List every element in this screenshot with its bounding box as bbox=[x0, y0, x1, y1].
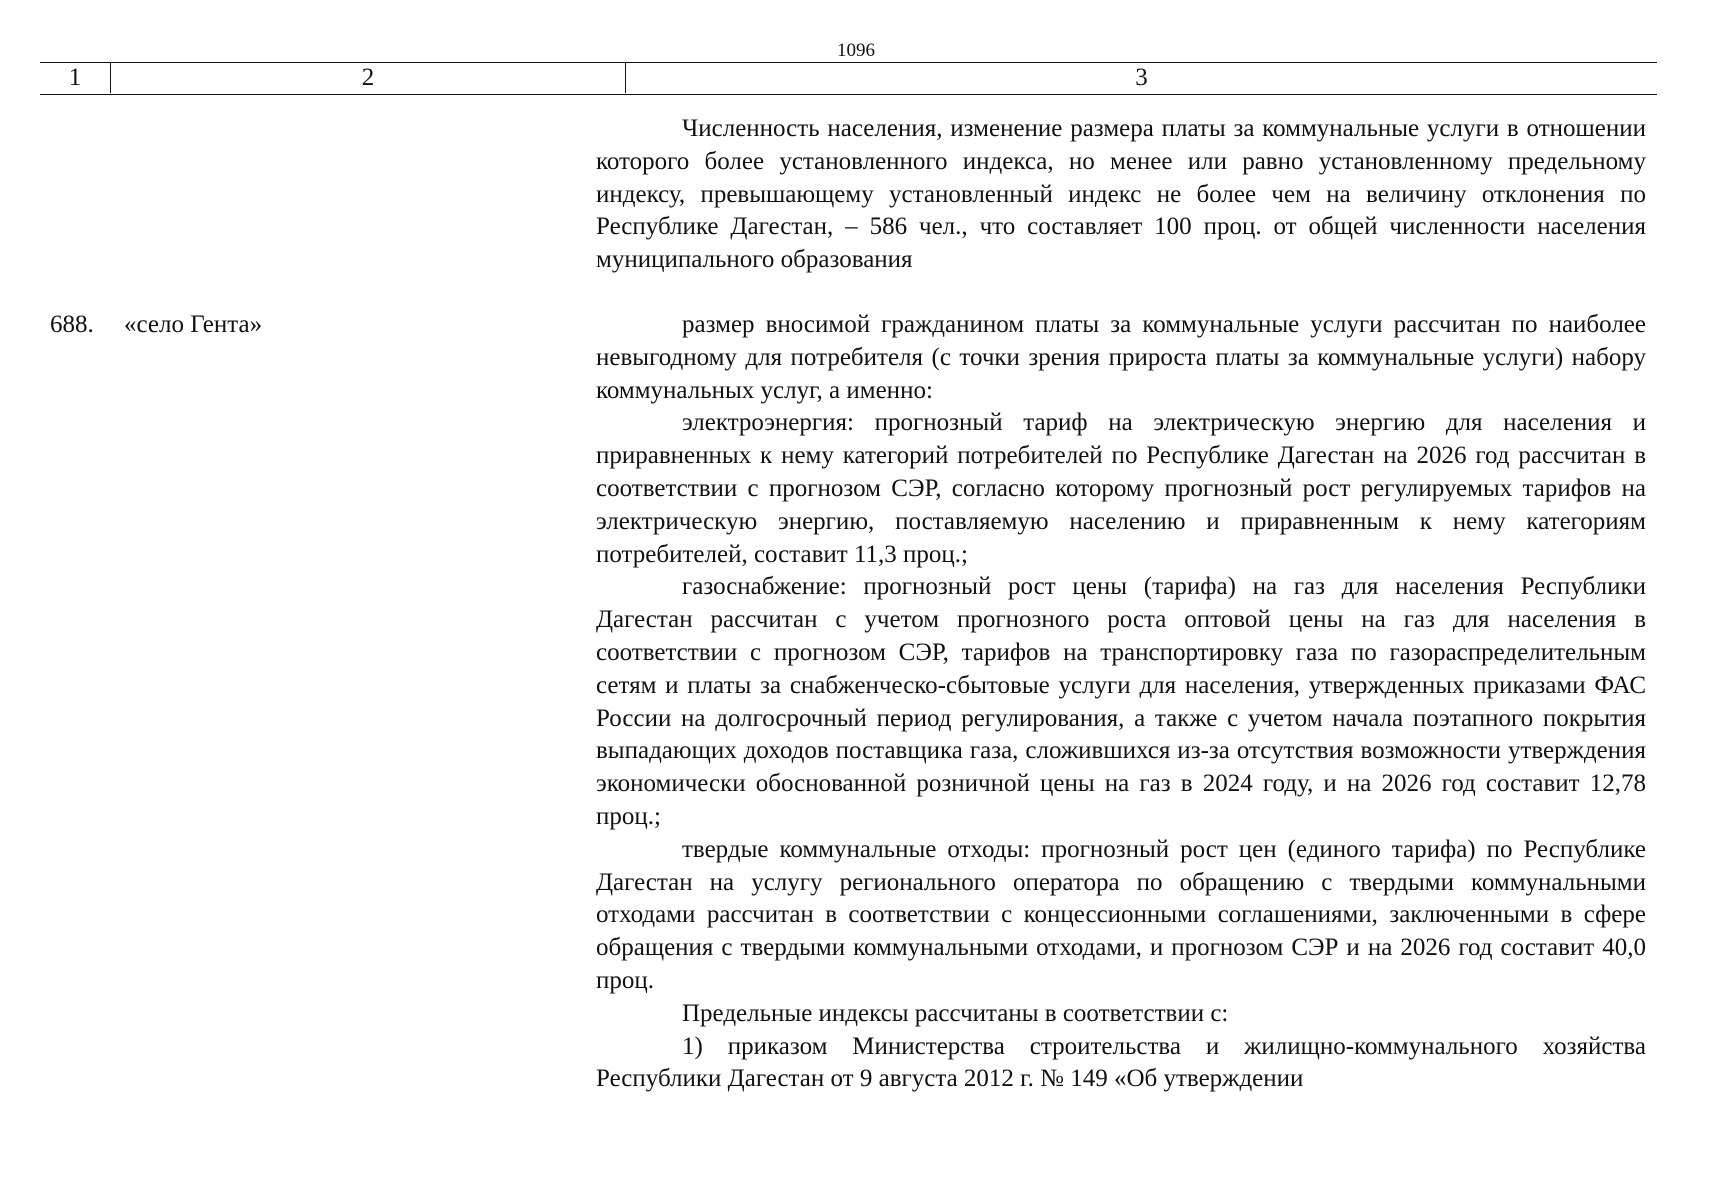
paragraph-solid-waste: твердые коммунальные отходы: прогнозный рост цен (единого тарифа) по Республике Дагестан на услугу регионального оператора по обращению с твердыми коммунальными отходами рассчитан в соответствии с концессионными соглашениями, заключенными в сфере обращения с твердыми коммунальными отходами, и прогнозом СЭР и на 2026 год составит 40,0 проц. bbox=[596, 835, 1646, 994]
intro-paragraph: Численность населения, изменение размера платы за коммунальные услуги в отношении которого более установленного индекса, но менее или равно установленному предельному индексу, превышающему установленный индекс не более чем на величину отклонения по Республике Дагестан, – 586 чел., что составляет 100 проц. от общей численности населения муниципального образования bbox=[596, 115, 1646, 274]
header-col-2: 2 bbox=[110, 63, 625, 93]
municipality-name: «село Гента» bbox=[124, 311, 263, 338]
page-number: 1096 bbox=[837, 40, 875, 61]
header-col-3: 3 bbox=[625, 63, 1657, 93]
paragraph-gas: газоснабжение: прогнозный рост цены (тарифа) на газ для населения Республики Дагестан рассчитан с учетом прогнозного роста оптовой цены на газ для населения в соответствии с прогнозом СЭР, тарифов на транспортировку газа по газораспределительным сетям и платы за снабженческо-сбытовые услуги для населения, утвержденных приказами ФАС России на долгосрочный период регулирования, а также с учетом начала поэтапного покрытия выпадающих доходов поставщика газа, сложившихся из-за отсутствия возможности утверждения экономически обоснованной розничной цены на газ в 2024 году, и на 2026 год составит 12,78 проц.; bbox=[596, 573, 1646, 830]
intro-text bbox=[596, 113, 1646, 277]
paragraph-utility-set: размер вносимой гражданином платы за коммунальные услуги рассчитан по наиболее невыгодному для потребителя (с точки зрения прироста платы за коммунальные услуги) набору коммунальных услуг, а именно: bbox=[596, 311, 1646, 404]
row-description bbox=[596, 309, 1646, 1096]
paragraph-indices-basis: Предельные индексы рассчитаны в соответствии с: bbox=[682, 999, 1229, 1027]
paragraph-electricity: электроэнергия: прогнозный тариф на электрическую энергию для населения и приравненных к нему категорий потребителей по Республике Дагестан на 2026 год рассчитан в соответствии с прогнозом СЭР, согласно которому прогнозный рост регулируемых тарифов на электрическую энергию, поставляемую населению и приравненным к нему категориям потребителей, составит 11,3 проц.; bbox=[596, 409, 1646, 568]
header-col-1: 1 bbox=[68, 64, 82, 91]
row-number: 688. bbox=[50, 311, 94, 338]
paragraph-order-reference: 1) приказом Министерства строительства и жилищно-коммунального хозяйства Республики Дагестан от 9 августа 2012 г. № 149 «Об утверждении bbox=[596, 1032, 1646, 1093]
table-header bbox=[40, 62, 1657, 95]
